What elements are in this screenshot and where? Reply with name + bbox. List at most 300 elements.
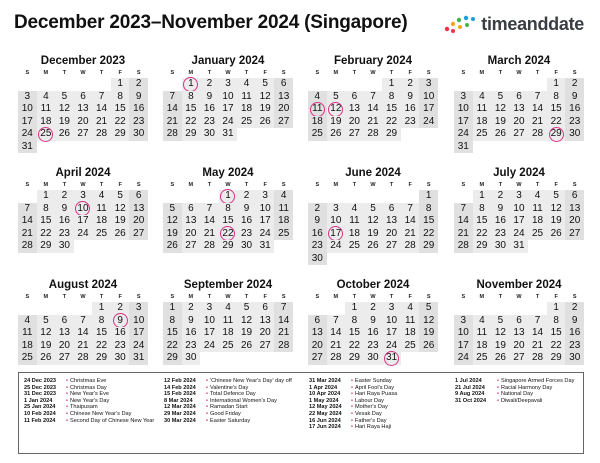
day-cell[interactable]: 11 [274,203,293,216]
day-cell[interactable]: 10 [200,315,219,328]
day-cell[interactable]: 11 [18,327,37,340]
day-cell[interactable]: 28 [74,352,93,365]
day-cell[interactable]: 14 [74,327,93,340]
day-cell[interactable]: 12 [37,327,56,340]
day-cell[interactable]: 22 [547,116,566,129]
day-cell[interactable]: 20 [345,116,364,129]
day-cell[interactable]: 22 [111,116,130,129]
day-cell[interactable]: 2 [565,78,584,91]
day-cell[interactable]: 13 [256,315,275,328]
day-cell[interactable]: 15 [163,327,182,340]
day-cell[interactable]: 14 [454,215,473,228]
day-cell[interactable]: 13 [510,327,529,340]
day-cell[interactable]: 4 [274,190,293,203]
day-cell[interactable]: 20 [510,340,529,353]
day-cell[interactable]: 9 [55,203,74,216]
day-cell[interactable]: 3 [454,91,473,104]
day-cell[interactable]: 23 [182,340,201,353]
day-cell[interactable]: 18 [528,215,547,228]
day-cell[interactable]: 15 [547,327,566,340]
day-cell[interactable]: 4 [308,91,327,104]
day-cell[interactable]: 1 [111,78,130,91]
day-cell[interactable]: 3 [510,190,529,203]
day-cell[interactable]: 27 [129,228,148,241]
day-cell[interactable]: 14 [274,315,293,328]
day-cell[interactable]: 21 [454,228,473,241]
day-cell[interactable]: 10 [454,103,473,116]
day-cell[interactable]: 12 [163,215,182,228]
day-cell[interactable]: 22 [92,340,111,353]
day-cell[interactable]: 7 [401,203,420,216]
day-cell[interactable]: 31 [18,141,37,154]
day-cell[interactable]: 2 [129,78,148,91]
day-cell[interactable]: 4 [237,78,256,91]
day-cell[interactable]: 22 [182,116,201,129]
day-cell[interactable]: 29 [473,240,492,253]
day-cell[interactable]: 3 [454,315,473,328]
day-cell[interactable]: 4 [401,302,420,315]
day-cell[interactable]: 5 [256,78,275,91]
day-cell[interactable]: 29 [219,240,238,253]
day-cell[interactable]: 17 [510,215,529,228]
day-cell[interactable]: 3 [327,203,346,216]
day-cell[interactable]: 17 [419,103,438,116]
day-cell[interactable]: 4 [473,91,492,104]
day-cell[interactable]: 22 [37,228,56,241]
day-cell[interactable]: 23 [401,116,420,129]
day-cell[interactable]: 27 [510,352,529,365]
day-cell[interactable]: 14 [92,103,111,116]
day-cell[interactable]: 24 [382,340,401,353]
day-cell[interactable]: 21 [528,340,547,353]
day-cell[interactable]: 9 [364,315,383,328]
day-cell[interactable]: 30 [308,253,327,266]
day-cell[interactable]: 28 [454,240,473,253]
day-cell[interactable]: 28 [274,340,293,353]
day-cell[interactable]: 11 [345,215,364,228]
day-cell[interactable]: 18 [345,228,364,241]
day-cell[interactable]: 9 [565,315,584,328]
day-cell[interactable]: 30 [55,240,74,253]
day-cell[interactable]: 10 [74,203,93,216]
day-cell[interactable]: 19 [37,340,56,353]
day-cell[interactable]: 16 [200,103,219,116]
day-cell[interactable]: 8 [473,203,492,216]
day-cell[interactable]: 26 [37,352,56,365]
day-cell[interactable]: 26 [491,352,510,365]
day-cell[interactable]: 13 [510,103,529,116]
day-cell[interactable]: 23 [491,228,510,241]
day-cell[interactable]: 25 [92,228,111,241]
day-cell[interactable]: 12 [547,203,566,216]
day-cell[interactable]: 1 [382,78,401,91]
day-cell[interactable]: 11 [401,315,420,328]
day-cell[interactable]: 9 [237,203,256,216]
day-cell[interactable]: 25 [473,352,492,365]
day-cell[interactable]: 22 [345,340,364,353]
day-cell[interactable]: 24 [256,228,275,241]
day-cell[interactable]: 6 [510,315,529,328]
day-cell[interactable]: 28 [364,128,383,141]
day-cell[interactable]: 28 [18,240,37,253]
day-cell[interactable]: 2 [401,78,420,91]
day-cell[interactable]: 5 [364,203,383,216]
day-cell[interactable]: 28 [163,128,182,141]
day-cell[interactable]: 27 [565,228,584,241]
day-cell[interactable]: 20 [129,215,148,228]
day-cell[interactable]: 29 [382,128,401,141]
day-cell[interactable]: 16 [364,327,383,340]
day-cell[interactable]: 8 [345,315,364,328]
day-cell[interactable]: 10 [219,91,238,104]
day-cell[interactable]: 19 [111,215,130,228]
day-cell[interactable]: 8 [382,91,401,104]
day-cell[interactable]: 21 [327,340,346,353]
day-cell[interactable]: 4 [92,190,111,203]
day-cell[interactable]: 2 [200,78,219,91]
day-cell[interactable]: 3 [256,190,275,203]
day-cell[interactable]: 17 [129,327,148,340]
day-cell[interactable]: 26 [256,116,275,129]
day-cell[interactable]: 6 [182,203,201,216]
day-cell[interactable]: 29 [419,240,438,253]
day-cell[interactable]: 7 [92,91,111,104]
day-cell[interactable]: 25 [308,128,327,141]
day-cell[interactable]: 24 [454,128,473,141]
day-cell[interactable]: 12 [364,215,383,228]
day-cell[interactable]: 13 [55,327,74,340]
day-cell[interactable]: 28 [327,352,346,365]
day-cell[interactable]: 26 [163,240,182,253]
day-cell[interactable]: 13 [565,203,584,216]
day-cell[interactable]: 15 [219,215,238,228]
day-cell[interactable]: 27 [256,340,275,353]
day-cell[interactable]: 5 [111,190,130,203]
day-cell[interactable]: 6 [274,78,293,91]
day-cell[interactable]: 14 [528,327,547,340]
day-cell[interactable]: 10 [454,327,473,340]
day-cell[interactable]: 27 [274,116,293,129]
day-cell[interactable]: 10 [510,203,529,216]
day-cell[interactable]: 6 [382,203,401,216]
day-cell[interactable]: 15 [92,327,111,340]
day-cell[interactable]: 18 [308,116,327,129]
day-cell[interactable]: 15 [419,215,438,228]
day-cell[interactable]: 12 [327,103,346,116]
day-cell[interactable]: 7 [274,302,293,315]
day-cell[interactable]: 1 [547,78,566,91]
day-cell[interactable]: 6 [510,91,529,104]
day-cell[interactable]: 23 [55,228,74,241]
day-cell[interactable]: 25 [528,228,547,241]
day-cell[interactable]: 26 [547,228,566,241]
day-cell[interactable]: 15 [37,215,56,228]
day-cell[interactable]: 2 [237,190,256,203]
day-cell[interactable]: 2 [55,190,74,203]
brand-logo[interactable] [444,14,584,35]
day-cell[interactable]: 1 [92,302,111,315]
day-cell[interactable]: 29 [111,128,130,141]
day-cell[interactable]: 8 [111,91,130,104]
day-cell[interactable]: 24 [74,228,93,241]
day-cell[interactable]: 18 [401,327,420,340]
day-cell[interactable]: 6 [565,190,584,203]
day-cell[interactable]: 23 [364,340,383,353]
day-cell[interactable]: 20 [308,340,327,353]
day-cell[interactable]: 8 [547,91,566,104]
day-cell[interactable]: 26 [55,128,74,141]
day-cell[interactable]: 29 [182,128,201,141]
day-cell[interactable]: 4 [528,190,547,203]
day-cell[interactable]: 8 [219,203,238,216]
day-cell[interactable]: 16 [111,327,130,340]
day-cell[interactable]: 26 [327,128,346,141]
day-cell[interactable]: 27 [74,128,93,141]
day-cell[interactable]: 29 [92,352,111,365]
day-cell[interactable]: 20 [256,327,275,340]
day-cell[interactable]: 1 [473,190,492,203]
day-cell[interactable]: 4 [18,315,37,328]
day-cell[interactable]: 14 [364,103,383,116]
day-cell[interactable]: 19 [163,228,182,241]
day-cell[interactable]: 19 [364,228,383,241]
day-cell[interactable]: 17 [454,116,473,129]
day-cell[interactable]: 7 [364,91,383,104]
day-cell[interactable]: 1 [37,190,56,203]
day-cell[interactable]: 2 [182,302,201,315]
day-cell[interactable]: 11 [237,91,256,104]
day-cell[interactable]: 31 [219,128,238,141]
day-cell[interactable]: 7 [528,91,547,104]
day-cell[interactable]: 1 [547,302,566,315]
day-cell[interactable]: 3 [200,302,219,315]
day-cell[interactable]: 25 [37,128,56,141]
day-cell[interactable]: 2 [308,203,327,216]
day-cell[interactable]: 1 [182,78,201,91]
day-cell[interactable]: 19 [547,215,566,228]
day-cell[interactable]: 4 [345,203,364,216]
day-cell[interactable]: 6 [256,302,275,315]
day-cell[interactable]: 17 [200,327,219,340]
day-cell[interactable]: 4 [219,302,238,315]
day-cell[interactable]: 9 [182,315,201,328]
day-cell[interactable]: 18 [219,327,238,340]
day-cell[interactable]: 21 [18,228,37,241]
day-cell[interactable]: 8 [92,315,111,328]
day-cell[interactable]: 20 [74,116,93,129]
day-cell[interactable]: 16 [182,327,201,340]
day-cell[interactable]: 30 [565,128,584,141]
day-cell[interactable]: 18 [473,340,492,353]
day-cell[interactable]: 23 [200,116,219,129]
day-cell[interactable]: 19 [491,340,510,353]
day-cell[interactable]: 29 [345,352,364,365]
day-cell[interactable]: 19 [327,116,346,129]
day-cell[interactable]: 23 [111,340,130,353]
day-cell[interactable]: 31 [510,240,529,253]
day-cell[interactable]: 1 [345,302,364,315]
day-cell[interactable]: 16 [129,103,148,116]
day-cell[interactable]: 5 [547,190,566,203]
day-cell[interactable]: 31 [382,352,401,365]
day-cell[interactable]: 3 [382,302,401,315]
day-cell[interactable]: 16 [401,103,420,116]
day-cell[interactable]: 3 [419,78,438,91]
day-cell[interactable]: 10 [327,215,346,228]
day-cell[interactable]: 8 [419,203,438,216]
day-cell[interactable]: 2 [491,190,510,203]
day-cell[interactable]: 15 [547,103,566,116]
day-cell[interactable]: 7 [18,203,37,216]
day-cell[interactable]: 3 [219,78,238,91]
day-cell[interactable]: 29 [163,352,182,365]
day-cell[interactable]: 25 [473,128,492,141]
day-cell[interactable]: 30 [364,352,383,365]
day-cell[interactable]: 6 [129,190,148,203]
day-cell[interactable]: 27 [308,352,327,365]
day-cell[interactable]: 29 [547,352,566,365]
day-cell[interactable]: 20 [382,228,401,241]
day-cell[interactable]: 24 [129,340,148,353]
day-cell[interactable]: 7 [327,315,346,328]
day-cell[interactable]: 5 [419,302,438,315]
day-cell[interactable]: 14 [163,103,182,116]
day-cell[interactable]: 26 [111,228,130,241]
day-cell[interactable]: 27 [182,240,201,253]
day-cell[interactable]: 25 [237,116,256,129]
day-cell[interactable]: 25 [401,340,420,353]
day-cell[interactable]: 5 [237,302,256,315]
day-cell[interactable]: 24 [219,116,238,129]
day-cell[interactable]: 12 [491,327,510,340]
day-cell[interactable]: 10 [382,315,401,328]
day-cell[interactable]: 6 [345,91,364,104]
day-cell[interactable]: 3 [18,91,37,104]
day-cell[interactable]: 28 [528,352,547,365]
day-cell[interactable]: 16 [308,228,327,241]
day-cell[interactable]: 19 [55,116,74,129]
day-cell[interactable]: 1 [419,190,438,203]
day-cell[interactable]: 27 [55,352,74,365]
day-cell[interactable]: 20 [55,340,74,353]
day-cell[interactable]: 24 [510,228,529,241]
day-cell[interactable]: 13 [129,203,148,216]
day-cell[interactable]: 20 [182,228,201,241]
day-cell[interactable]: 22 [419,228,438,241]
day-cell[interactable]: 18 [37,116,56,129]
day-cell[interactable]: 8 [182,91,201,104]
day-cell[interactable]: 13 [382,215,401,228]
day-cell[interactable]: 5 [163,203,182,216]
day-cell[interactable]: 5 [491,91,510,104]
day-cell[interactable]: 27 [510,128,529,141]
day-cell[interactable]: 15 [111,103,130,116]
day-cell[interactable]: 12 [111,203,130,216]
day-cell[interactable]: 16 [565,327,584,340]
day-cell[interactable]: 21 [163,116,182,129]
day-cell[interactable]: 21 [200,228,219,241]
day-cell[interactable]: 18 [237,103,256,116]
day-cell[interactable]: 17 [18,116,37,129]
day-cell[interactable]: 8 [37,203,56,216]
day-cell[interactable]: 9 [111,315,130,328]
day-cell[interactable]: 12 [419,315,438,328]
day-cell[interactable]: 15 [345,327,364,340]
day-cell[interactable]: 12 [237,315,256,328]
day-cell[interactable]: 23 [565,340,584,353]
day-cell[interactable]: 17 [382,327,401,340]
day-cell[interactable]: 6 [308,315,327,328]
day-cell[interactable]: 30 [491,240,510,253]
day-cell[interactable]: 11 [37,103,56,116]
day-cell[interactable]: 8 [163,315,182,328]
day-cell[interactable]: 14 [200,215,219,228]
day-cell[interactable]: 13 [74,103,93,116]
day-cell[interactable]: 14 [327,327,346,340]
day-cell[interactable]: 7 [163,91,182,104]
day-cell[interactable]: 10 [419,91,438,104]
day-cell[interactable]: 11 [473,103,492,116]
day-cell[interactable]: 24 [419,116,438,129]
day-cell[interactable]: 18 [473,116,492,129]
day-cell[interactable]: 19 [256,103,275,116]
day-cell[interactable]: 5 [491,315,510,328]
day-cell[interactable]: 9 [565,91,584,104]
day-cell[interactable]: 30 [237,240,256,253]
day-cell[interactable]: 21 [401,228,420,241]
day-cell[interactable]: 6 [55,315,74,328]
day-cell[interactable]: 20 [565,215,584,228]
day-cell[interactable]: 26 [419,340,438,353]
day-cell[interactable]: 8 [547,315,566,328]
day-cell[interactable]: 21 [92,116,111,129]
day-cell[interactable]: 26 [491,128,510,141]
day-cell[interactable]: 19 [237,327,256,340]
day-cell[interactable]: 9 [308,215,327,228]
day-cell[interactable]: 17 [454,340,473,353]
day-cell[interactable]: 13 [182,215,201,228]
day-cell[interactable]: 5 [37,315,56,328]
day-cell[interactable]: 21 [528,116,547,129]
day-cell[interactable]: 16 [491,215,510,228]
day-cell[interactable]: 28 [401,240,420,253]
day-cell[interactable]: 23 [308,240,327,253]
day-cell[interactable]: 28 [92,128,111,141]
day-cell[interactable]: 10 [256,203,275,216]
day-cell[interactable]: 10 [129,315,148,328]
day-cell[interactable]: 13 [345,103,364,116]
day-cell[interactable]: 12 [491,103,510,116]
day-cell[interactable]: 9 [491,203,510,216]
day-cell[interactable]: 5 [327,91,346,104]
day-cell[interactable]: 16 [55,215,74,228]
day-cell[interactable]: 17 [256,215,275,228]
day-cell[interactable]: 16 [237,215,256,228]
day-cell[interactable]: 28 [200,240,219,253]
day-cell[interactable]: 6 [74,91,93,104]
day-cell[interactable]: 31 [454,141,473,154]
day-cell[interactable]: 22 [382,116,401,129]
day-cell[interactable]: 30 [111,352,130,365]
day-cell[interactable]: 13 [308,327,327,340]
day-cell[interactable]: 14 [18,215,37,228]
day-cell[interactable]: 11 [92,203,111,216]
day-cell[interactable]: 25 [219,340,238,353]
day-cell[interactable]: 3 [129,302,148,315]
day-cell[interactable]: 16 [565,103,584,116]
day-cell[interactable]: 22 [163,340,182,353]
day-cell[interactable]: 24 [18,128,37,141]
